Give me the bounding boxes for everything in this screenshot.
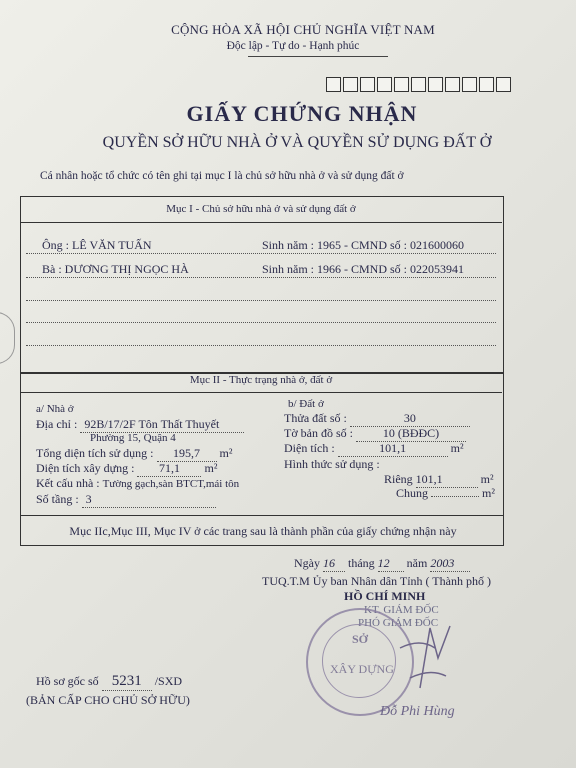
record-suffix: /SXD bbox=[154, 674, 183, 688]
document-title: GIẤY CHỨNG NHẬN bbox=[186, 101, 418, 126]
signer-line-4: PHÓ GIÁM ĐỐC bbox=[358, 617, 439, 629]
plot-label: Thửa đất số : bbox=[284, 411, 347, 425]
country-header: CỘNG HÒA XÃ HỘI CHỦ NGHĨA VIỆT NAM bbox=[171, 22, 435, 37]
land-area-label: Diện tích : bbox=[284, 441, 335, 455]
build-area-value: 71,1 bbox=[137, 461, 201, 477]
total-area-label: Tổng diện tích sử dụng : bbox=[36, 446, 154, 460]
total-area-value: 195,7 bbox=[157, 446, 217, 462]
intro-text: Cá nhân hoặc tổ chức có tên ghi tại mục I là chủ sở hữu nhà ở và sử dụng đất ở bbox=[40, 170, 404, 182]
floors-value: 3 bbox=[82, 492, 216, 508]
month-label: tháng bbox=[348, 556, 375, 570]
year-label: năm bbox=[406, 556, 428, 570]
house-title: a/ Nhà ở bbox=[36, 403, 74, 415]
signer-line-3: KT. GIÁM ĐỐC bbox=[364, 604, 439, 616]
build-area-unit: m² bbox=[204, 461, 218, 475]
private-unit: m² bbox=[480, 472, 494, 486]
structure-value: Tường gạch,sàn BTCT,mái tôn bbox=[102, 478, 240, 490]
land-area-unit: m² bbox=[450, 441, 464, 455]
address-line-1: 92B/17/2F Tôn Thất Thuyết bbox=[80, 417, 244, 433]
map-value: 10 (BĐĐC) bbox=[356, 426, 466, 442]
private-value: 101,1 bbox=[416, 472, 478, 488]
shared-value bbox=[431, 496, 479, 497]
signer-name: Đỗ Phi Hùng bbox=[380, 704, 455, 719]
serial-boxes bbox=[326, 77, 513, 92]
footer-note: Mục IIc,Mục III, Mục IV ở các trang sau là thành phần của giấy chứng nhận này bbox=[69, 524, 457, 538]
owner-2-info: Sinh năm : 1966 - CMND số : 022053941 bbox=[262, 262, 465, 276]
structure-label: Kết cấu nhà : bbox=[36, 476, 100, 490]
usage-label: Hình thức sử dụng : bbox=[284, 457, 380, 471]
record-note: (BẢN CẤP CHO CHỦ SỞ HỮU) bbox=[26, 693, 190, 707]
owner-2-name: Bà : DƯƠNG THỊ NGỌC HÀ bbox=[42, 262, 189, 276]
header-underline bbox=[248, 56, 388, 57]
month-value: 12 bbox=[378, 556, 404, 572]
signer-line-2: HỒ CHÍ MINH bbox=[344, 589, 426, 603]
dotted-line bbox=[26, 277, 496, 278]
total-area-unit: m² bbox=[219, 446, 233, 460]
year-value: 2003 bbox=[430, 556, 470, 572]
address-label: Địa chỉ : bbox=[36, 417, 78, 431]
section-2-heading: Mục II - Thực trạng nhà ở, đất ở bbox=[20, 374, 502, 393]
dotted-line bbox=[26, 345, 496, 346]
shared-label: Chung bbox=[396, 486, 429, 500]
land-title: b/ Đất ở bbox=[288, 398, 324, 410]
shared-unit: m² bbox=[482, 486, 495, 500]
dotted-line bbox=[26, 300, 496, 301]
day-value: 16 bbox=[323, 556, 345, 572]
private-label: Riêng bbox=[384, 472, 413, 486]
build-area-label: Diện tích xây dựng : bbox=[36, 461, 135, 475]
section-1-heading: Mục I - Chủ sở hữu nhà ở và sử dụng đất ở bbox=[20, 203, 502, 223]
owner-1-name: Ông : LÊ VĂN TUẤN bbox=[42, 238, 152, 252]
stamp-text-bottom: XÂY DỰNG bbox=[330, 662, 394, 676]
land-area-value: 101,1 bbox=[338, 441, 448, 457]
floors-label: Số tầng : bbox=[36, 492, 79, 506]
motto: Độc lập - Tự do - Hạnh phúc bbox=[226, 40, 360, 52]
document-subtitle: QUYỀN SỞ HỮU NHÀ Ở VÀ QUYỀN SỬ DỤNG ĐẤT Ở bbox=[102, 134, 492, 151]
dotted-line bbox=[26, 253, 496, 254]
plot-value: 30 bbox=[350, 411, 470, 427]
owner-1-info: Sinh năm : 1965 - CMND số : 021600060 bbox=[262, 238, 465, 252]
punch-hole bbox=[0, 312, 15, 364]
dotted-line bbox=[26, 322, 496, 323]
record-label: Hồ sơ gốc số bbox=[36, 674, 99, 688]
stamp-text-top: SỞ bbox=[352, 632, 369, 646]
signer-line-1: TUQ.T.M Ủy ban Nhân dân Tỉnh ( Thành phố ) bbox=[262, 574, 491, 588]
map-label: Tờ bản đồ số : bbox=[284, 426, 354, 440]
address-line-2: Phường 15, Quận 4 bbox=[90, 432, 176, 444]
day-label: Ngày bbox=[294, 556, 320, 570]
signature-scribble bbox=[390, 618, 480, 698]
record-number: 5231 bbox=[102, 673, 152, 691]
